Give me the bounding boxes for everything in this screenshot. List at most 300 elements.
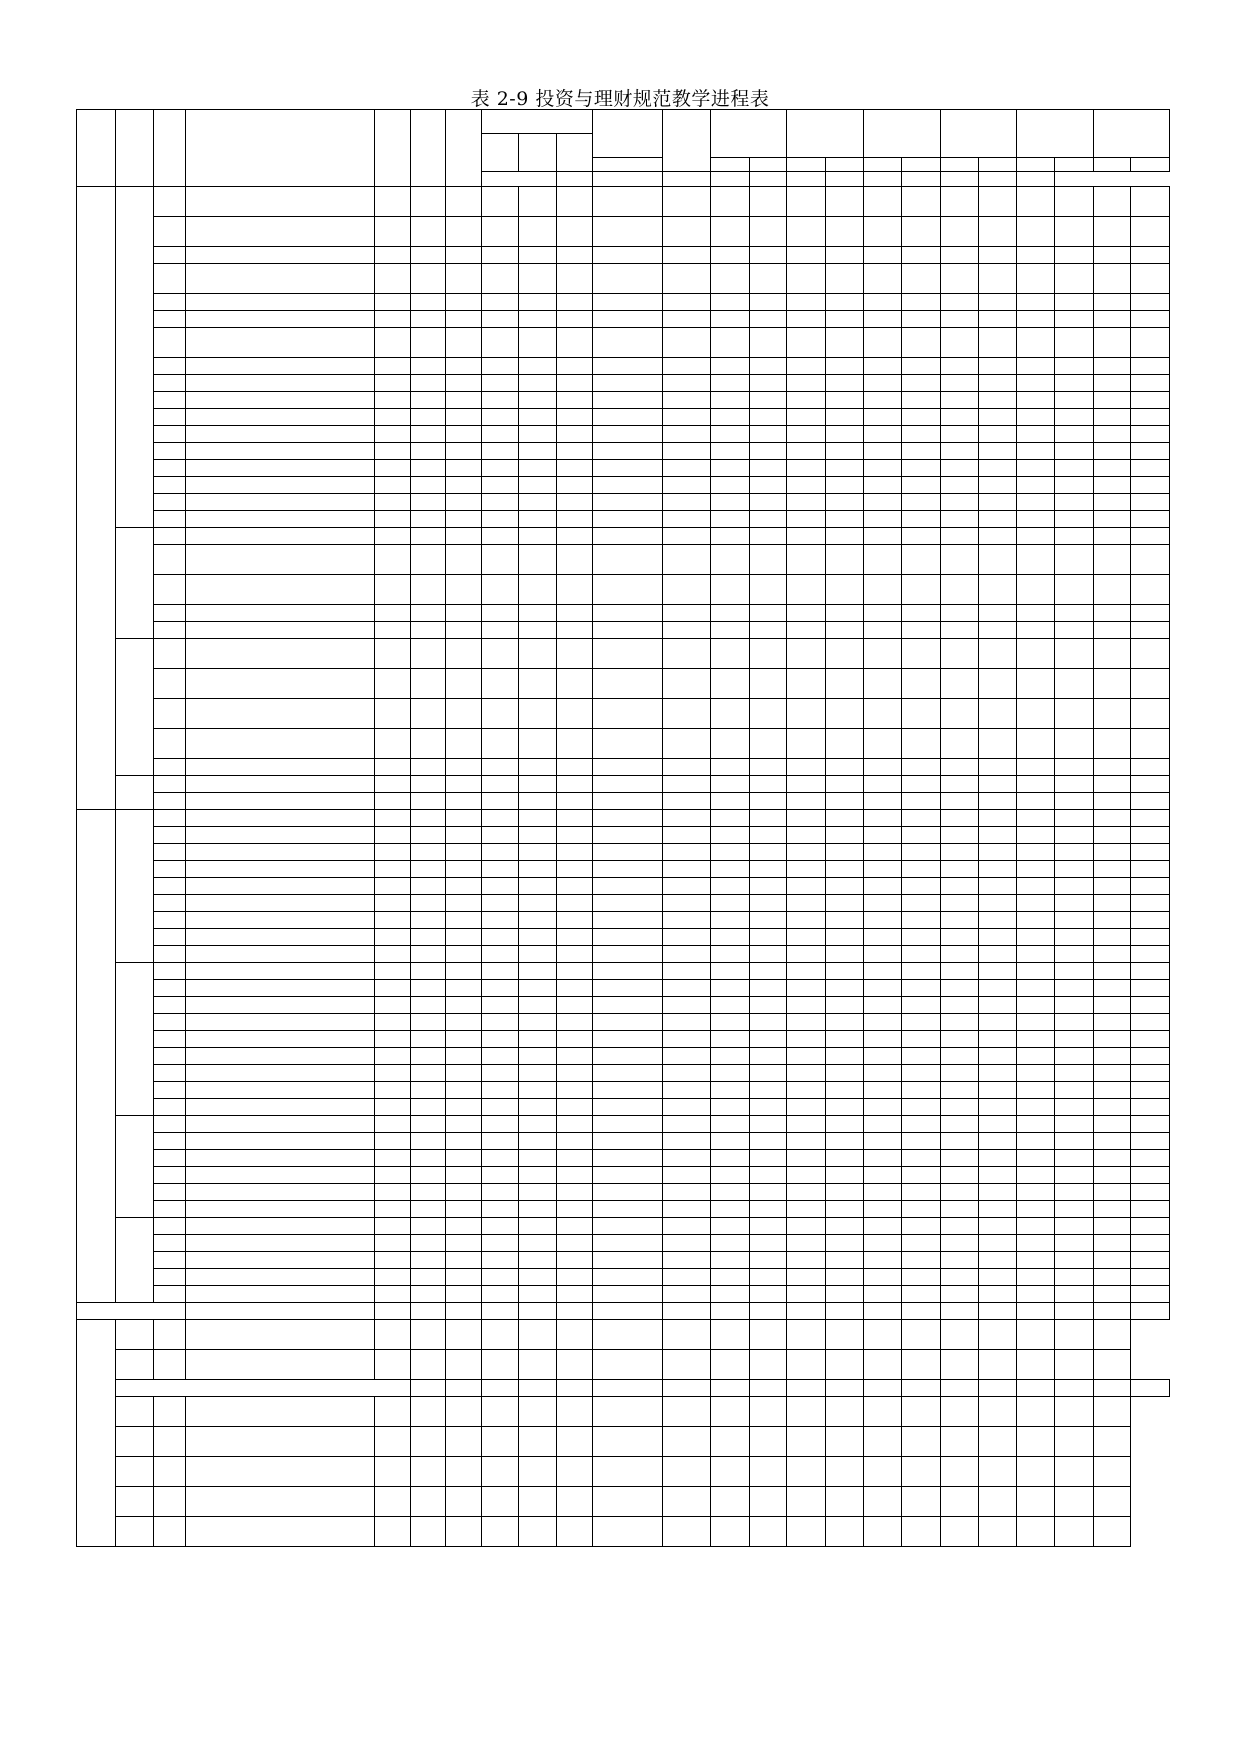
- course-mode: [375, 793, 411, 810]
- course-value: [940, 460, 979, 477]
- course-name: [185, 776, 375, 793]
- course-code: [154, 699, 185, 729]
- header-class-hours: [1016, 158, 1055, 172]
- course-code: [154, 1235, 185, 1252]
- course-value: [864, 187, 902, 217]
- course-value: [787, 328, 826, 358]
- empty-cell: [519, 1487, 557, 1517]
- empty-cell: [1093, 1380, 1131, 1397]
- course-value: [864, 358, 902, 375]
- cert-mark: [940, 1350, 979, 1380]
- subtotal-value: [787, 759, 826, 776]
- empty-cell: [410, 1427, 446, 1457]
- subtotal-value: [1016, 1286, 1055, 1303]
- page-title: 表 2-9 投资与理财规范教学进程表: [470, 88, 770, 110]
- course-value: [1093, 1014, 1131, 1031]
- subtotal-label: [185, 1201, 375, 1218]
- empty-cell: [410, 1350, 446, 1380]
- course-value: [446, 247, 482, 264]
- course-value: [902, 980, 941, 997]
- course-value: [519, 1150, 557, 1167]
- course-value: [662, 375, 711, 392]
- course-value: [556, 776, 592, 793]
- course-value: [864, 1150, 902, 1167]
- course-value: [825, 912, 864, 929]
- course-value: [979, 605, 1017, 622]
- course-value: [711, 460, 750, 477]
- total-value: [410, 1303, 446, 1320]
- course-value: [519, 997, 557, 1014]
- course-value: [481, 477, 519, 494]
- empty-cell: [481, 1457, 519, 1487]
- course-value: [662, 639, 711, 669]
- course-value: [864, 1235, 902, 1252]
- cert-assess: [592, 1517, 662, 1547]
- subtotal-value: [446, 759, 482, 776]
- course-value: [519, 545, 557, 575]
- course-value: [1131, 1184, 1170, 1201]
- course-mode: [375, 358, 411, 375]
- course-value: [519, 1235, 557, 1252]
- course-value: [940, 878, 979, 895]
- subtotal-value: [662, 1286, 711, 1303]
- course-value: [1131, 247, 1170, 264]
- course-value: [446, 1065, 482, 1082]
- course-value: [592, 895, 662, 912]
- course-value: [662, 699, 711, 729]
- course-row: [77, 912, 1170, 929]
- course-value: [749, 1133, 787, 1150]
- cert-mode: [185, 1350, 375, 1380]
- course-value: [902, 1235, 941, 1252]
- course-code: [154, 997, 185, 1014]
- course-value: [711, 997, 750, 1014]
- course-value: [825, 1218, 864, 1235]
- course-value: [940, 929, 979, 946]
- course-value: [864, 895, 902, 912]
- course-value: [1093, 844, 1131, 861]
- cert-mark: [825, 1517, 864, 1547]
- subtotal-value: [979, 759, 1017, 776]
- course-value: [749, 294, 787, 311]
- course-type-label: [115, 1116, 154, 1218]
- course-value: [749, 639, 787, 669]
- course-value: [592, 1252, 662, 1269]
- course-name: [185, 1082, 375, 1099]
- subtotal-row: [77, 511, 1170, 528]
- course-value: [979, 1218, 1017, 1235]
- course-type-label: [115, 187, 154, 528]
- course-name: [185, 426, 375, 443]
- cert-mode: [185, 1320, 375, 1350]
- course-name: [185, 1133, 375, 1150]
- course-mode: [375, 375, 411, 392]
- course-value: [940, 247, 979, 264]
- course-mode: [375, 1133, 411, 1150]
- subtotal-value: [787, 1099, 826, 1116]
- course-value: [446, 494, 482, 511]
- course-row: [77, 669, 1170, 699]
- course-value: [711, 1065, 750, 1082]
- course-value: [979, 409, 1017, 426]
- course-mode: [375, 1082, 411, 1099]
- cert-row: [77, 1427, 1170, 1457]
- course-value: [979, 1235, 1017, 1252]
- course-mode: [375, 528, 411, 545]
- course-name: [185, 1167, 375, 1184]
- course-value: [711, 963, 750, 980]
- course-value: [825, 1167, 864, 1184]
- course-value: [825, 528, 864, 545]
- course-value: [902, 827, 941, 844]
- course-value: [979, 729, 1017, 759]
- course-value: [519, 528, 557, 545]
- course-name: [185, 247, 375, 264]
- course-value: [1016, 1116, 1055, 1133]
- course-value: [410, 1218, 446, 1235]
- course-value: [592, 528, 662, 545]
- course-code: [154, 247, 185, 264]
- empty-cell: [556, 1380, 592, 1397]
- course-value: [1016, 1269, 1055, 1286]
- course-value: [662, 895, 711, 912]
- course-value: [940, 963, 979, 980]
- course-value: [1131, 639, 1170, 669]
- course-value: [902, 426, 941, 443]
- course-value: [556, 217, 592, 247]
- course-row: [77, 460, 1170, 477]
- cert-mode: [185, 1517, 375, 1547]
- cert-mark: [749, 1457, 787, 1487]
- cert-code: [115, 1457, 154, 1487]
- course-mode: [375, 477, 411, 494]
- cert-mark: [864, 1517, 902, 1547]
- cert-mark: [979, 1350, 1017, 1380]
- course-mode: [375, 963, 411, 980]
- course-value: [940, 980, 979, 997]
- course-value: [787, 1252, 826, 1269]
- course-value: [1016, 1235, 1055, 1252]
- subtotal-label: [185, 946, 375, 963]
- cert-mark: [979, 1427, 1017, 1457]
- course-value: [662, 545, 711, 575]
- course-value: [592, 217, 662, 247]
- course-value: [1093, 328, 1131, 358]
- cert-mark: [940, 1457, 979, 1487]
- course-value: [481, 1218, 519, 1235]
- course-value: [1131, 311, 1170, 328]
- course-value: [1131, 426, 1170, 443]
- cert-note: [115, 1380, 410, 1397]
- subtotal-value: [592, 946, 662, 963]
- course-code: [154, 1269, 185, 1286]
- course-value: [592, 247, 662, 264]
- course-row: [77, 861, 1170, 878]
- course-row: [77, 375, 1170, 392]
- course-name: [185, 1065, 375, 1082]
- course-value: [1016, 861, 1055, 878]
- empty-cell: [481, 1350, 519, 1380]
- course-value: [481, 575, 519, 605]
- cert-mark: [902, 1427, 941, 1457]
- course-mode: [375, 669, 411, 699]
- subtotal-value: [1093, 759, 1131, 776]
- course-value: [864, 311, 902, 328]
- course-value: [940, 494, 979, 511]
- course-value: [902, 375, 941, 392]
- course-value: [1016, 605, 1055, 622]
- subtotal-label: [185, 622, 375, 639]
- course-name: [185, 477, 375, 494]
- course-value: [940, 1031, 979, 1048]
- course-value: [1055, 328, 1094, 358]
- subtotal-value: [787, 793, 826, 810]
- total-label: [185, 1303, 375, 1320]
- course-row: [77, 776, 1170, 793]
- course-value: [481, 1167, 519, 1184]
- course-value: [481, 1048, 519, 1065]
- course-value: [410, 294, 446, 311]
- course-value: [481, 980, 519, 997]
- course-value: [410, 1133, 446, 1150]
- cert-assess: [592, 1487, 662, 1517]
- cert-mark: [1055, 1517, 1094, 1547]
- course-name: [185, 929, 375, 946]
- course-value: [481, 810, 519, 827]
- course-value: [1131, 1235, 1170, 1252]
- course-value: [592, 1065, 662, 1082]
- subtotal-value: [1016, 1099, 1055, 1116]
- cert-mark: [749, 1320, 787, 1350]
- course-value: [1093, 311, 1131, 328]
- course-value: [711, 1133, 750, 1150]
- cert-name: [154, 1350, 185, 1380]
- course-value: [979, 1048, 1017, 1065]
- course-value: [1016, 827, 1055, 844]
- course-value: [446, 392, 482, 409]
- course-name: [185, 912, 375, 929]
- course-row: [77, 1116, 1170, 1133]
- course-mode: [375, 392, 411, 409]
- course-value: [787, 477, 826, 494]
- course-value: [1093, 247, 1131, 264]
- subtotal-value: [519, 511, 557, 528]
- empty-cell: [410, 1487, 446, 1517]
- subtotal-value: [446, 1099, 482, 1116]
- course-value: [592, 1218, 662, 1235]
- course-value: [749, 1269, 787, 1286]
- course-value: [902, 844, 941, 861]
- subtotal-value: [556, 1286, 592, 1303]
- course-name: [185, 699, 375, 729]
- course-value: [940, 545, 979, 575]
- course-value: [749, 545, 787, 575]
- course-value: [481, 1116, 519, 1133]
- course-value: [592, 1150, 662, 1167]
- course-value: [481, 605, 519, 622]
- cert-mark: [1016, 1427, 1055, 1457]
- course-code: [154, 729, 185, 759]
- course-value: [519, 1048, 557, 1065]
- subtotal-value: [1093, 946, 1131, 963]
- course-row: [77, 575, 1170, 605]
- course-value: [864, 375, 902, 392]
- course-value: [1093, 895, 1131, 912]
- course-value: [1131, 699, 1170, 729]
- course-value: [979, 1082, 1017, 1099]
- course-value: [446, 861, 482, 878]
- course-value: [1131, 294, 1170, 311]
- subtotal-value: [1131, 1286, 1170, 1303]
- course-value: [787, 409, 826, 426]
- subtotal-value: [749, 759, 787, 776]
- header-intern-weeks: [1131, 158, 1170, 172]
- course-value: [1016, 1082, 1055, 1099]
- course-value: [446, 1014, 482, 1031]
- subtotal-value: [481, 511, 519, 528]
- course-value: [979, 639, 1017, 669]
- header-term: [787, 110, 864, 158]
- course-value: [711, 912, 750, 929]
- course-code: [154, 409, 185, 426]
- course-value: [446, 409, 482, 426]
- course-value: [481, 294, 519, 311]
- empty-cell: [940, 1380, 979, 1397]
- course-value: [410, 844, 446, 861]
- subtotal-value: [749, 511, 787, 528]
- empty-cell: [556, 1427, 592, 1457]
- cert-name: [154, 1427, 185, 1457]
- course-value: [787, 729, 826, 759]
- course-value: [1093, 528, 1131, 545]
- cert-mark: [825, 1350, 864, 1380]
- total-value: [662, 1303, 711, 1320]
- course-value: [481, 528, 519, 545]
- course-code: [154, 1167, 185, 1184]
- cert-mark: [787, 1397, 826, 1427]
- course-value: [481, 264, 519, 294]
- course-code: [154, 575, 185, 605]
- course-mode: [375, 1303, 411, 1320]
- course-value: [1016, 669, 1055, 699]
- course-value: [592, 639, 662, 669]
- header-row: [77, 110, 1170, 134]
- course-code: [154, 980, 185, 997]
- course-value: [592, 1031, 662, 1048]
- course-value: [519, 1065, 557, 1082]
- course-value: [1131, 443, 1170, 460]
- course-value: [749, 912, 787, 929]
- course-value: [1016, 1150, 1055, 1167]
- header-week-count: [556, 172, 592, 187]
- course-value: [864, 844, 902, 861]
- empty-cell: [446, 1457, 482, 1487]
- course-row: [77, 980, 1170, 997]
- course-value: [410, 247, 446, 264]
- subtotal-value: [446, 511, 482, 528]
- course-value: [1016, 1014, 1055, 1031]
- course-value: [711, 1167, 750, 1184]
- cert-mark: [711, 1487, 750, 1517]
- course-value: [1131, 1150, 1170, 1167]
- course-value: [787, 669, 826, 699]
- course-value: [787, 443, 826, 460]
- subtotal-value: [864, 759, 902, 776]
- course-value: [902, 1252, 941, 1269]
- course-value: [749, 980, 787, 997]
- course-value: [864, 1269, 902, 1286]
- cert-mark: [1016, 1457, 1055, 1487]
- course-value: [481, 1235, 519, 1252]
- course-code: [154, 1218, 185, 1235]
- course-value: [940, 294, 979, 311]
- course-value: [940, 605, 979, 622]
- subtotal-value: [940, 759, 979, 776]
- course-value: [481, 1184, 519, 1201]
- subtotal-value: [979, 622, 1017, 639]
- header-intern-weeks: [979, 158, 1017, 172]
- course-value: [940, 443, 979, 460]
- course-value: [902, 912, 941, 929]
- course-mode: [375, 1048, 411, 1065]
- course-value: [749, 1031, 787, 1048]
- course-value: [1055, 1150, 1094, 1167]
- course-row: [77, 810, 1170, 827]
- course-row: [77, 443, 1170, 460]
- course-value: [825, 358, 864, 375]
- course-name: [185, 575, 375, 605]
- course-value: [749, 1184, 787, 1201]
- course-value: [979, 912, 1017, 929]
- course-value: [519, 1133, 557, 1150]
- course-value: [1016, 443, 1055, 460]
- course-value: [1055, 409, 1094, 426]
- empty-cell: [375, 1487, 411, 1517]
- subtotal-value: [592, 759, 662, 776]
- course-value: [902, 1031, 941, 1048]
- course-value: [787, 460, 826, 477]
- course-mode: [375, 1235, 411, 1252]
- cert-assess: [592, 1457, 662, 1487]
- course-value: [1093, 669, 1131, 699]
- course-value: [592, 426, 662, 443]
- cert-code: [115, 1350, 154, 1380]
- empty-cell: [825, 1380, 864, 1397]
- course-value: [749, 528, 787, 545]
- course-value: [1093, 810, 1131, 827]
- course-value: [1055, 392, 1094, 409]
- cert-name: [154, 1397, 185, 1427]
- header-intern-weeks: [902, 158, 941, 172]
- cert-mark: [1016, 1350, 1055, 1380]
- course-value: [662, 328, 711, 358]
- course-value: [410, 264, 446, 294]
- course-value: [556, 729, 592, 759]
- course-value: [749, 605, 787, 622]
- course-value: [481, 426, 519, 443]
- course-value: [749, 426, 787, 443]
- total-value: [1093, 1303, 1131, 1320]
- course-value: [825, 699, 864, 729]
- course-value: [979, 1167, 1017, 1184]
- course-value: [592, 1116, 662, 1133]
- header-assessment: [592, 110, 662, 158]
- empty-cell: [556, 1517, 592, 1547]
- subtotal-value: [711, 793, 750, 810]
- course-value: [662, 443, 711, 460]
- course-value: [662, 477, 711, 494]
- course-value: [1016, 699, 1055, 729]
